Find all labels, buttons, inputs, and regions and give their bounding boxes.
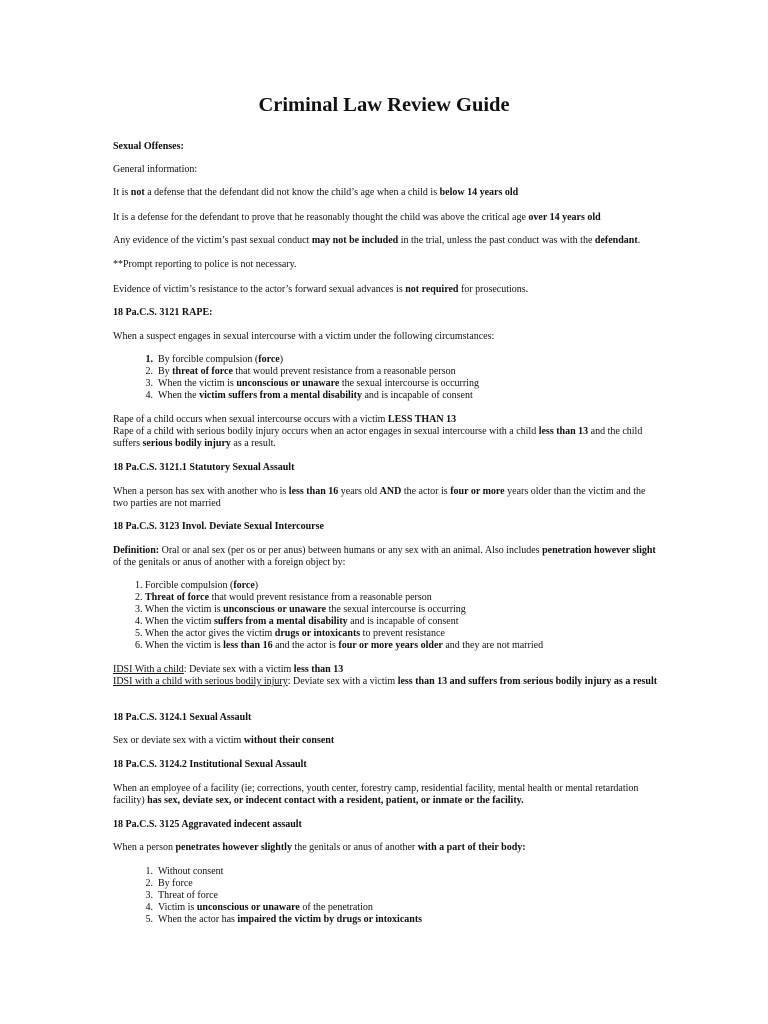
rape-item: By forcible compulsion (force) — [158, 354, 284, 365]
aggravated-item-number: 2. — [145, 878, 153, 889]
aggravated-item: By force — [158, 878, 193, 889]
paragraph-resistance: Evidence of victim’s resistance to the actor’s forward sexual advances is not required for prosecutions. — [113, 284, 529, 295]
rape-heading: 18 Pa.C.S. 3121 RAPE: — [113, 307, 213, 318]
idsi-item: 2. Threat of force that would prevent resistance from a reasonable person — [135, 592, 432, 603]
section-heading: Sexual Offenses: — [113, 141, 184, 152]
idsi-item: 3. When the victim is unconscious or unaware the sexual intercourse is occurring — [135, 604, 466, 615]
idsi-heading: 18 Pa.C.S. 3123 Invol. Deviate Sexual Intercourse — [113, 521, 324, 532]
institutional-text: When an employee of a facility (ie; corrections, youth center, forestry camp, residential facility, mental health or mental retardation facility) has sex, deviate sex, or indecent contact with a resident, patient, or inmate or the facility. — [113, 783, 639, 806]
rape-item: When the victim is unconscious or unaware the sexual intercourse is occurring — [158, 378, 479, 389]
rape-of-child-injury: Rape of a child with serious bodily injury occurs when an actor engages in sexual intercourse with a child less than 13 and the child suffers serious bodily injury as a result. — [113, 426, 643, 449]
sexual-assault-text: Sex or deviate sex with a victim without their consent — [113, 735, 335, 746]
rape-item-number: 1. — [145, 354, 153, 365]
rape-item: By threat of force that would prevent resistance from a reasonable person — [158, 366, 456, 377]
general-info-label: General information: — [113, 164, 198, 175]
rape-intro: When a suspect engages in sexual intercourse with a victim under the following circumstances: — [113, 331, 495, 342]
idsi-item: 1. Forcible compulsion (force) — [135, 580, 259, 591]
statutory-text: When a person has sex with another who is less than 16 years old AND the actor is four or more years older than the victim and the two parties are not married — [113, 486, 646, 509]
idsi-with-child-injury: IDSI with a child with serious bodily injury: Deviate sex with a victim less than 13 and suffers from serious bodily injury as a result — [113, 676, 658, 687]
idsi-definition: Definition: Oral or anal sex (per os or per anus) between humans or any sex with an animal. Also includes penetration however slight of the genitals or anus of another with a foreign object by: — [113, 545, 656, 568]
aggravated-item-number: 1. — [145, 866, 153, 877]
paragraph-prompt-reporting: **Prompt reporting to police is not necessary. — [113, 259, 297, 270]
aggravated-item: When the actor has impaired the victim by drugs or intoxicants — [158, 914, 423, 925]
institutional-heading: 18 Pa.C.S. 3124.2 Institutional Sexual Assault — [113, 759, 307, 770]
aggravated-item: Without consent — [158, 866, 224, 877]
aggravated-item-number: 5. — [145, 914, 153, 925]
paragraph-past-conduct: Any evidence of the victim’s past sexual conduct may not be included in the trial, unless the past conduct was with the defendant. — [113, 235, 641, 246]
rape-of-child: Rape of a child occurs when sexual intercourse occurs with a victim LESS THAN 13 — [113, 414, 457, 425]
idsi-item: 5. When the actor gives the victim drugs or intoxicants to prevent resistance — [135, 628, 445, 639]
aggravated-item-number: 4. — [145, 902, 153, 913]
rape-item-number: 2. — [145, 366, 153, 377]
rape-item-number: 3. — [145, 378, 153, 389]
statutory-heading: 18 Pa.C.S. 3121.1 Statutory Sexual Assault — [113, 462, 295, 473]
rape-item-number: 4. — [145, 390, 153, 401]
paragraph-age-defense: It is not a defense that the defendant did not know the child’s age when a child is below 14 years old — [113, 187, 519, 198]
aggravated-item: Threat of force — [158, 890, 218, 901]
aggravated-item-number: 3. — [145, 890, 153, 901]
idsi-item: 6. When the victim is less than 16 and the actor is four or more years older and they are not married — [135, 640, 544, 651]
aggravated-item: Victim is unconscious or unaware of the penetration — [158, 902, 373, 913]
sexual-assault-heading: 18 Pa.C.S. 3124.1 Sexual Assault — [113, 712, 252, 723]
aggravated-heading: 18 Pa.C.S. 3125 Aggravated indecent assault — [113, 819, 302, 830]
idsi-with-child: IDSI With a child: Deviate sex with a victim less than 13 — [113, 664, 344, 675]
aggravated-intro: When a person penetrates however slightly the genitals or anus of another with a part of their body: — [113, 842, 526, 853]
rape-item: When the victim suffers from a mental disability and is incapable of consent — [158, 390, 473, 401]
page-title: Criminal Law Review Guide — [258, 94, 510, 116]
paragraph-critical-age: It is a defense for the defendant to prove that he reasonably thought the child was above the critical age over 14 years old — [113, 212, 601, 223]
idsi-item: 4. When the victim suffers from a mental disability and is incapable of consent — [135, 616, 459, 627]
